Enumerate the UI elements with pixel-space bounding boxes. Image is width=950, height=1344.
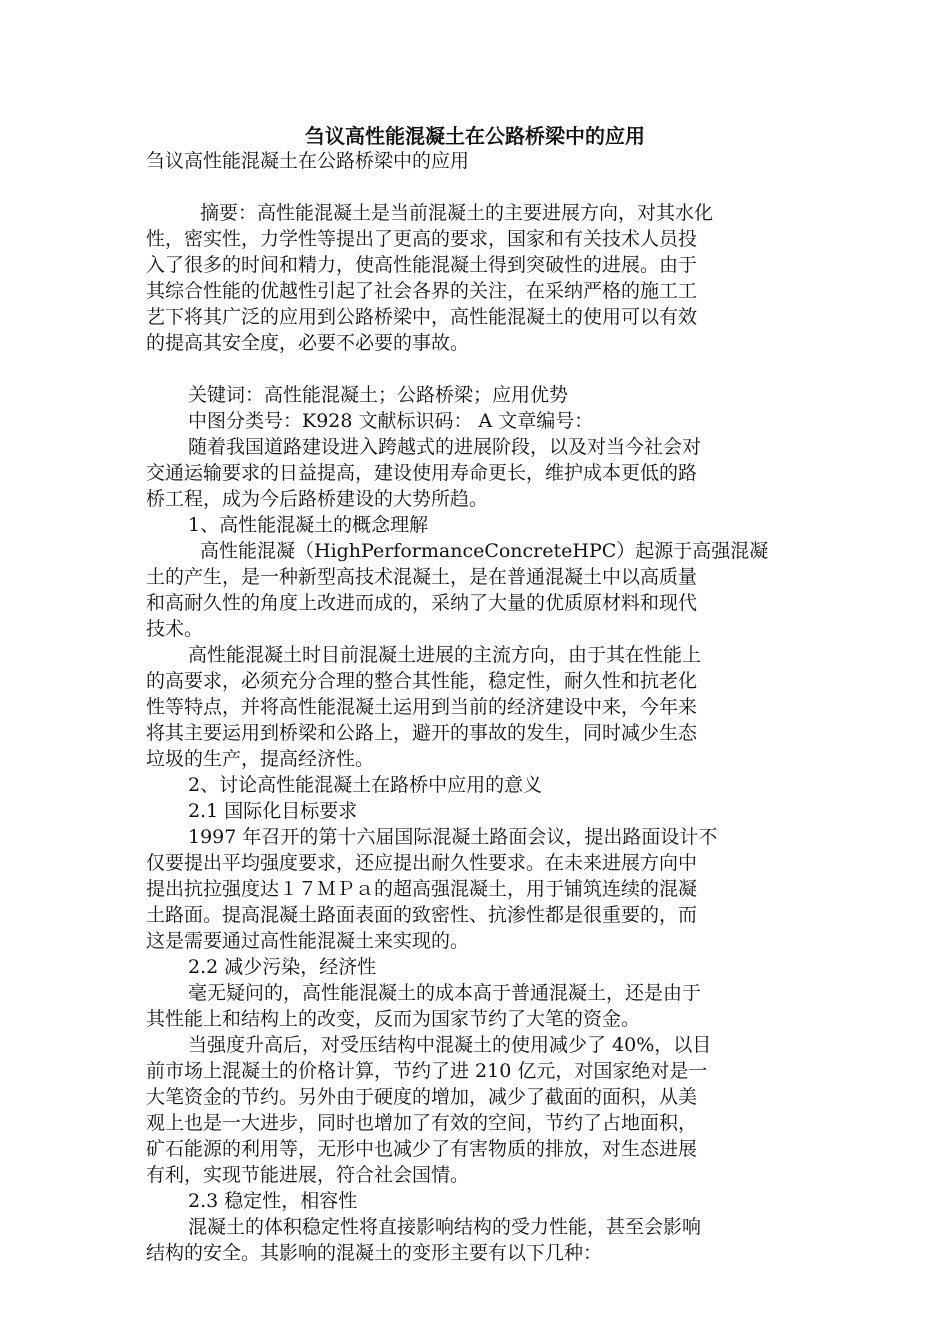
text-line: 其综合性能的优越性引起了社会各界的关注，在采纳严格的施工工 <box>146 280 698 302</box>
text-line: 交通运输要求的日益提高，建设使用寿命更长，维护成本更低的路 <box>146 462 698 484</box>
text-line: 当强度升高后，对受压结构中混凝土的使用减少了 40%，以目 <box>188 1034 712 1056</box>
text-line: 桥工程，成为今后路桥建设的大势所趋。 <box>146 488 489 510</box>
text-line: 高性能混凝土时目前混凝土进展的主流方向，由于其在性能上 <box>188 644 702 666</box>
text-line: 垃圾的生产，提高经济性。 <box>146 748 375 770</box>
text-line: 土路面。提高混凝土路面表面的致密性、抗渗性都是很重要的，而 <box>146 904 698 926</box>
blank-line <box>146 174 806 200</box>
text-line: 土的产生，是一种新型高技术混凝土，是在普通混凝土中以高质量 <box>146 566 698 588</box>
blank-line <box>146 356 806 382</box>
text-line: 的高要求，必须充分合理的整合其性能，稳定性，耐久性和抗老化 <box>146 670 698 692</box>
text-line: 这是需要通过高性能混凝土来实现的。 <box>146 930 470 952</box>
text-line: 中图分类号：K928 文献标识码： A 文章编号： <box>188 410 594 432</box>
text-line: 随着我国道路建设进入跨越式的进展阶段，以及对当今社会对 <box>188 436 702 458</box>
text-line: 和高耐久性的角度上改进而成的，采纳了大量的优质原材料和现代 <box>146 592 698 614</box>
text-line: 将其主要运用到桥梁和公路上，避开的事故的发生，同时减少生态 <box>146 722 698 744</box>
document-title: 刍议高性能混凝土在公路桥梁中的应用 <box>305 124 645 148</box>
text-line: 关键词：高性能混凝土；公路桥梁；应用优势 <box>188 384 569 406</box>
text-line: 1997 年召开的第十六届国际混凝土路面会议，提出路面设计不 <box>188 826 718 848</box>
text-line: 性，密实性，力学性等提出了更高的要求，国家和有关技术人员投 <box>146 228 698 250</box>
text-line: 观上也是一大进步，同时也增加了有效的空间，节约了占地面积， <box>146 1112 698 1134</box>
text-line: 2.2 减少污染，经济性 <box>188 956 377 978</box>
text-line: 大笔资金的节约。另外由于硬度的增加，减少了截面的面积，从美 <box>146 1086 698 1108</box>
text-line: 毫无疑问的，高性能混凝土的成本高于普通混凝土，还是由于 <box>188 982 702 1004</box>
document-body <box>146 148 806 1266</box>
text-line: 艺下将其广泛的应用到公路桥梁中，高性能混凝土的使用可以有效 <box>146 306 698 328</box>
text-line: 其性能上和结构上的改变，反而为国家节约了大笔的资金。 <box>146 1008 641 1030</box>
text-line: 2.3 稳定性，相容性 <box>188 1190 358 1212</box>
text-line: 入了很多的时间和精力，使高性能混凝土得到突破性的进展。由于 <box>146 254 698 276</box>
text-line: 摘要：高性能混凝土是当前混凝土的主要进展方向，对其水化 <box>200 202 714 224</box>
text-line: 2.1 国际化目标要求 <box>188 800 358 822</box>
text-line: 提出抗拉强度达１７ＭＰａ的超高强混凝土，用于铺筑连续的混凝 <box>146 878 698 900</box>
text-line: 性等特点，并将高性能混凝土运用到当前的经济建设中来，今年来 <box>146 696 698 718</box>
text-line: 有利，实现节能进展，符合社会国情。 <box>146 1164 470 1186</box>
text-line: 结构的安全。其影响的混凝土的变形主要有以下几种： <box>146 1242 603 1264</box>
text-line: 技术。 <box>146 618 204 640</box>
text-line: 2、讨论高性能混凝土在路桥中应用的意义 <box>188 774 543 796</box>
text-line: 的提高其安全度，必要不必要的事故。 <box>146 332 470 354</box>
text-line: 前市场上混凝土的价格计算，节约了进 210 亿元，对国家绝对是一 <box>146 1060 708 1082</box>
text-line: 仅要提出平均强度要求，还应提出耐久性要求。在未来进展方向中 <box>146 852 698 874</box>
text-line: 1、高性能混凝土的概念理解 <box>188 514 429 536</box>
text-line: 矿石能源的利用等，无形中也减少了有害物质的排放，对生态进展 <box>146 1138 698 1160</box>
text-line: 高性能混凝（HighPerformanceConcreteHPC）起源于高强混凝 <box>200 540 769 562</box>
text-line: 刍议高性能混凝土在公路桥梁中的应用 <box>146 150 470 172</box>
text-line: 混凝土的体积稳定性将直接影响结构的受力性能，甚至会影响 <box>188 1216 702 1238</box>
